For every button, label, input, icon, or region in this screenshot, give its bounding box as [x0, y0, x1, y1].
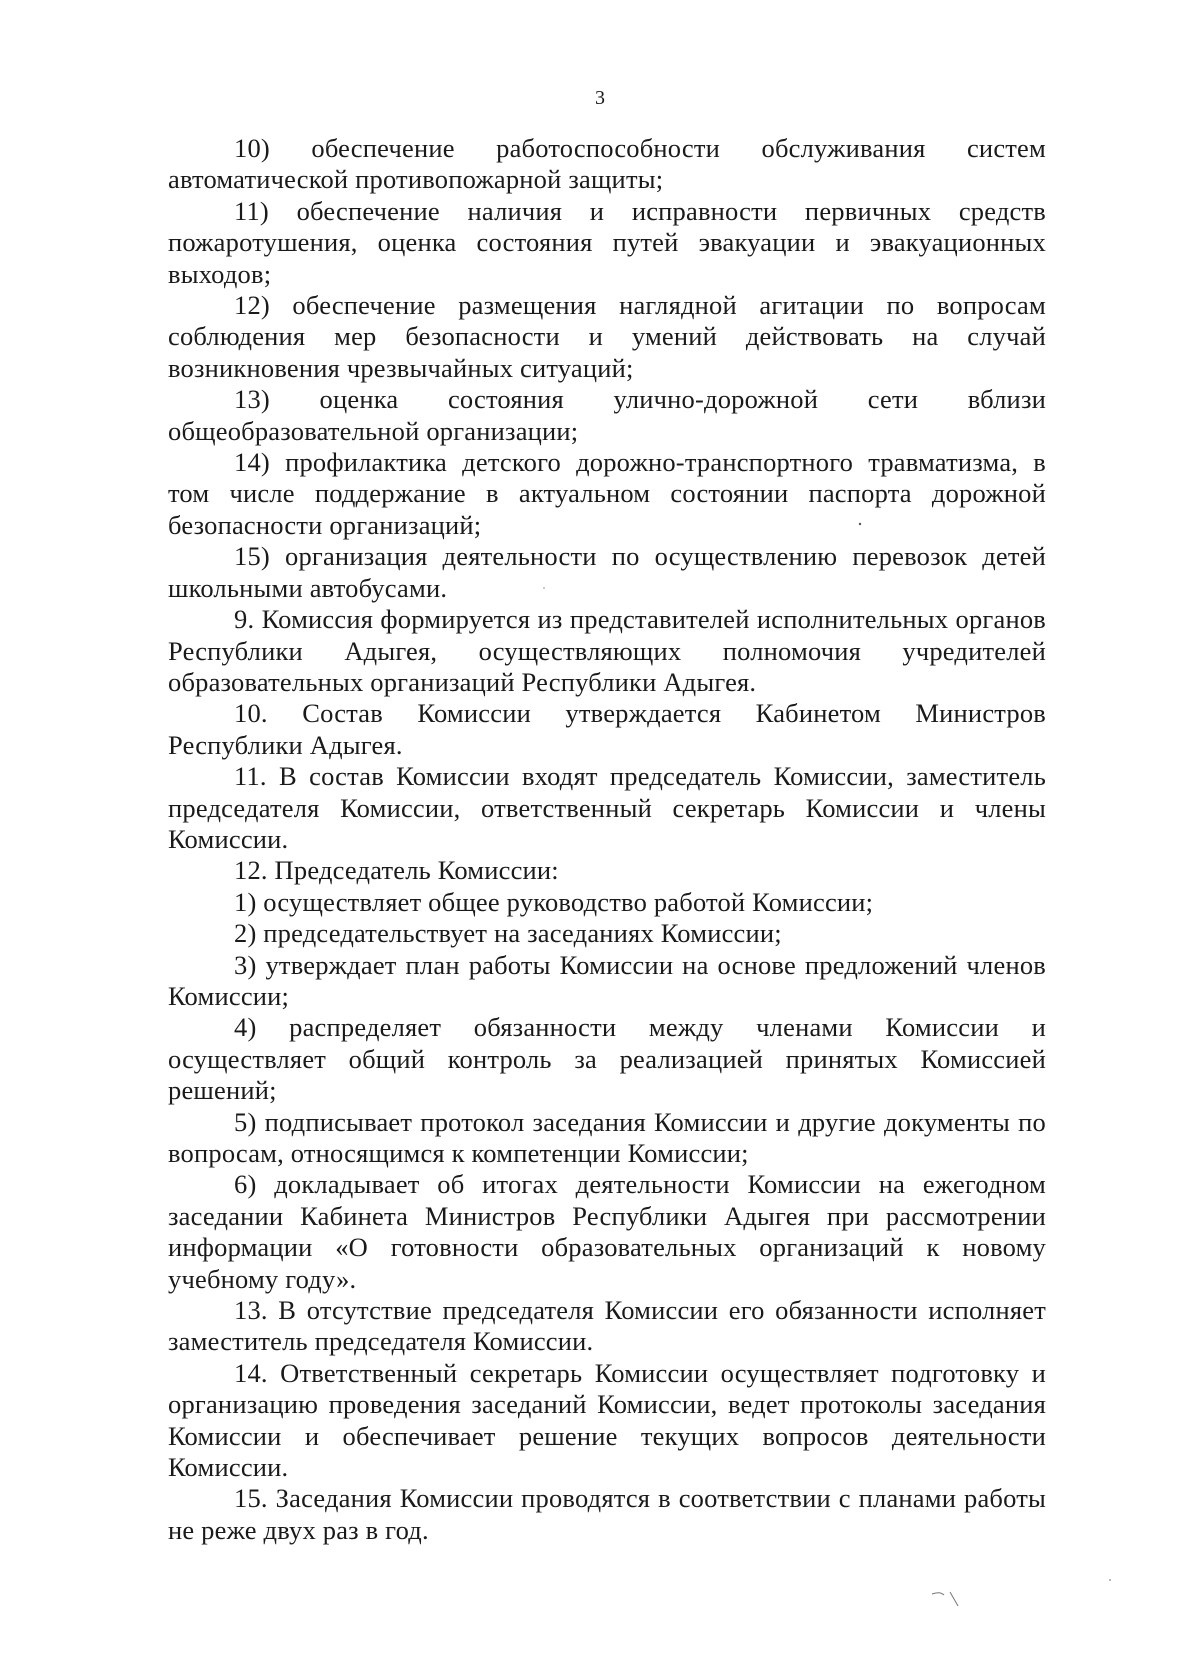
paragraph-chair-duty-5: 5) подписывает протокол заседания Комиссии и другие документы по вопросам, относящимся к компетенции Комиссии;: [168, 1106, 1046, 1168]
paragraph-chair-duty-6: 6) докладывает об итогах деятельности Комиссии на ежегодном заседании Кабинета Министров Республики Адыгея при рассмотрении информации «О готовности образовательных организаций к новому учебному году».: [168, 1169, 1046, 1294]
paragraph-chair-duty-3: 3) утверждает план работы Комиссии на основе предложений членов Комиссии;: [168, 949, 1046, 1011]
page-number: 3: [595, 87, 605, 109]
paragraph-item-12-visual-campaign: 12) обеспечение размещения наглядной агитации по вопросам соблюдения мер безопасности и умений действовать на случай возникновения чрезвычайных ситуаций;: [168, 290, 1046, 383]
paragraph-item-13-road-network: 13) оценка состояния улично-дорожной сети вблизи общеобразовательной организации;: [168, 384, 1046, 446]
paragraph-clause-14: 14. Ответственный секретарь Комиссии осуществляет подготовку и организацию проведения заседаний Комиссии, ведет протоколы заседания Комиссии и обеспечивает решение текущих вопросов деятельности Комиссии.: [168, 1357, 1046, 1483]
paragraph-clause-13: 13. В отсутствие председателя Комиссии его обязанности исполняет заместитель председателя Комиссии.: [168, 1295, 1046, 1357]
paragraph-item-14-traffic-injury-prevention: 14) профилактика детского дорожно-транспортного травматизма, в том числе поддержание в актуальном состоянии паспорта дорожной безопасности организаций;: [168, 447, 1046, 540]
paragraph-clause-15: 15. Заседания Комиссии проводятся в соответствии с планами работы не реже двух раз в год.: [168, 1483, 1046, 1545]
paragraph-clause-9: 9. Комиссия формируется из представителей исполнительных органов Республики Адыгея, осуществляющих полномочия учредителей образовательных организаций Республики Адыгея.: [168, 604, 1046, 697]
paragraph-chair-duty-1: 1) осуществляет общее руководство работой Комиссии;: [234, 886, 874, 917]
paragraph-clause-11: 11. В состав Комиссии входят председатель Комиссии, заместитель председателя Комиссии, ответственный секретарь Комиссии и члены Комиссии.: [168, 761, 1046, 854]
paragraph-item-11-extinguishing-means: 11) обеспечение наличия и исправности первичных средств пожаротушения, оценка состояния путей эвакуации и эвакуационных выходов;: [168, 195, 1046, 289]
document-body: [168, 133, 1046, 1546]
paragraph-clause-12: 12. Председатель Комиссии:: [234, 855, 559, 886]
paragraph-chair-duty-4: 4) распределяет обязанности между членами Комиссии и осуществляет общий контроль за реализацией принятых Комиссией решений;: [168, 1012, 1046, 1106]
paragraph-chair-duty-2: 2) председательствует на заседаниях Комиссии;: [234, 918, 782, 949]
paragraph-item-15-school-buses: 15) организация деятельности по осуществлению перевозок детей школьными автобусами.: [168, 541, 1046, 603]
paragraph-clause-10: 10. Состав Комиссии утверждается Кабинетом Министров Республики Адыгея.: [168, 698, 1046, 760]
paragraph-item-10-fire-protection: 10) обеспечение работоспособности обслуживания систем автоматической противопожарной защиты;: [168, 133, 1046, 195]
